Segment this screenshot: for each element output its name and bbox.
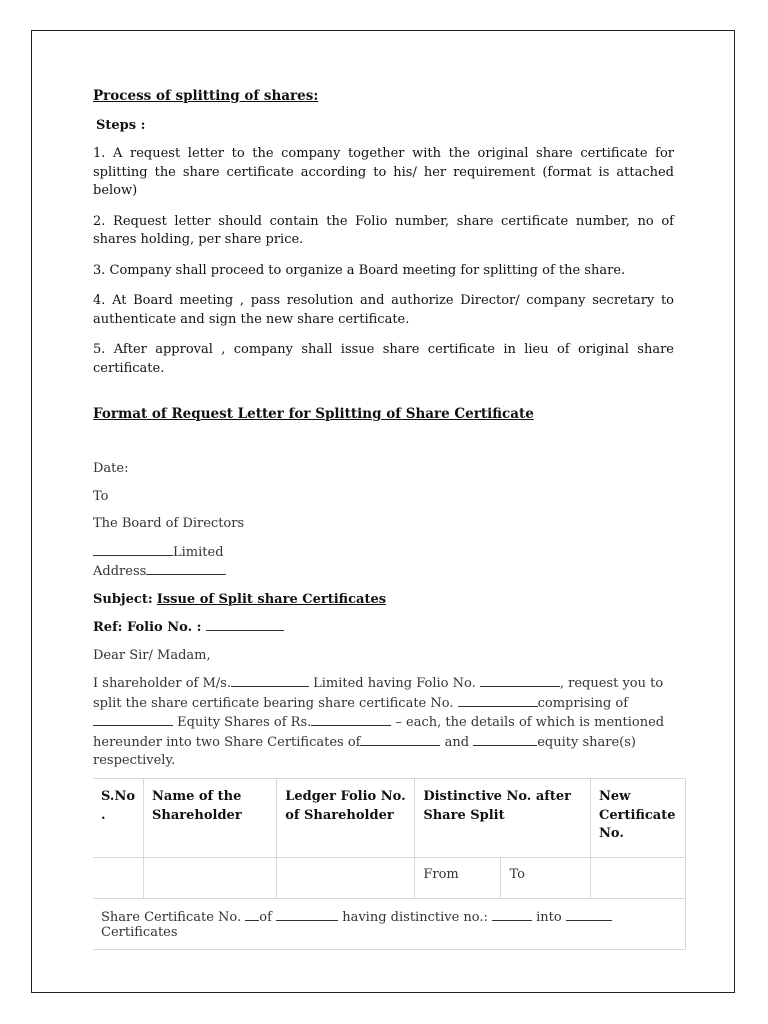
cell-ledger	[277, 858, 415, 899]
subject-text: Issue of Split share Certificates	[156, 591, 387, 607]
blank-cert-no	[458, 694, 538, 707]
header-name: Name of the Shareholder	[144, 779, 277, 858]
letter-board: The Board of Directors	[93, 516, 245, 531]
step-1: 1. A request letter to the company together with the original share certificate for splitting the share certificate according to his/ her requirement (format is attached below)	[93, 146, 674, 198]
blank-folio	[206, 618, 284, 631]
letter-body	[93, 674, 674, 771]
step-3: 3. Company shall proceed to organize a Board meeting for splitting of the share.	[93, 262, 626, 278]
blank-company	[93, 543, 173, 556]
process-heading: Process of splitting of shares:	[93, 88, 319, 104]
footer-cell	[93, 899, 686, 950]
address-label: Address	[93, 564, 147, 579]
cell-new-cert	[591, 858, 686, 899]
header-ledger: Ledger Folio No. of Shareholder	[277, 779, 415, 858]
document-body	[93, 88, 674, 768]
table-footer-row	[93, 899, 686, 950]
blank-ms	[231, 674, 309, 687]
blank-into	[566, 908, 612, 921]
blank-of	[276, 908, 338, 921]
blank-equity	[93, 713, 173, 726]
letter-date: Date:	[93, 461, 129, 476]
letter-company-line	[93, 543, 674, 563]
body-part: comprising of	[537, 695, 629, 711]
footer-part: Certificates	[101, 925, 178, 940]
table-row	[93, 858, 686, 899]
letter-ref	[93, 618, 674, 638]
header-distinctive: Distinctive No. after Share Split	[415, 779, 591, 858]
blank-distinctive	[492, 908, 532, 921]
limited-label: Limited	[173, 544, 224, 560]
table-header-row	[93, 779, 686, 858]
body-part: – each, the details of which is mentioned hereunder into two Share Certificates of	[93, 715, 665, 750]
letter-salutation: Dear Sir/ Madam,	[93, 647, 211, 663]
body-part: and	[440, 734, 474, 750]
ref-label: Ref: Folio No. :	[93, 620, 202, 635]
header-new-cert: New Certificate No.	[591, 779, 686, 858]
body-part: , request you to split the share certificate bearing share certificate No.	[93, 676, 664, 711]
blank-address	[146, 562, 226, 575]
subject-label: Subject:	[93, 591, 153, 607]
cell-to: To	[501, 858, 591, 899]
blank-cert-b	[473, 733, 537, 746]
split-details-table	[93, 778, 686, 950]
blank-share-cert	[245, 908, 259, 921]
footer-part: having distinctive no.:	[338, 910, 493, 925]
body-part: equity share(s) respectively.	[93, 734, 636, 768]
body-part: I shareholder of M/s.	[93, 676, 231, 691]
footer-part: into	[532, 910, 566, 925]
body-part: Limited having Folio No.	[308, 676, 480, 691]
letter-to: To	[93, 488, 109, 504]
format-title: Format of Request Letter for Splitting of Share Certificate	[93, 406, 534, 422]
footer-part: of	[259, 910, 277, 925]
footer-part: Share Certificate No.	[101, 910, 246, 925]
step-2: 2. Request letter should contain the Folio number, share certificate number, no of shares holding, per share price.	[93, 213, 674, 247]
header-sno: S.No .	[93, 779, 144, 858]
body-part: Equity Shares of Rs.	[173, 715, 312, 730]
request-letter	[93, 460, 674, 771]
blank-cert-a	[360, 733, 440, 746]
step-4: 4. At Board meeting , pass resolution and authorize Director/ company secretary to authenticate and sign the new share certificate.	[93, 293, 674, 327]
cell-name	[144, 858, 277, 899]
step-5: 5. After approval , company shall issue share certificate in lieu of original share certificate.	[93, 342, 674, 376]
letter-subject	[93, 591, 674, 610]
cell-sno	[93, 858, 144, 899]
blank-rs	[311, 713, 391, 726]
cell-from: From	[415, 858, 501, 899]
letter-address-line	[93, 562, 674, 582]
steps-label: Steps :	[96, 118, 146, 133]
blank-folio-no	[480, 674, 560, 687]
